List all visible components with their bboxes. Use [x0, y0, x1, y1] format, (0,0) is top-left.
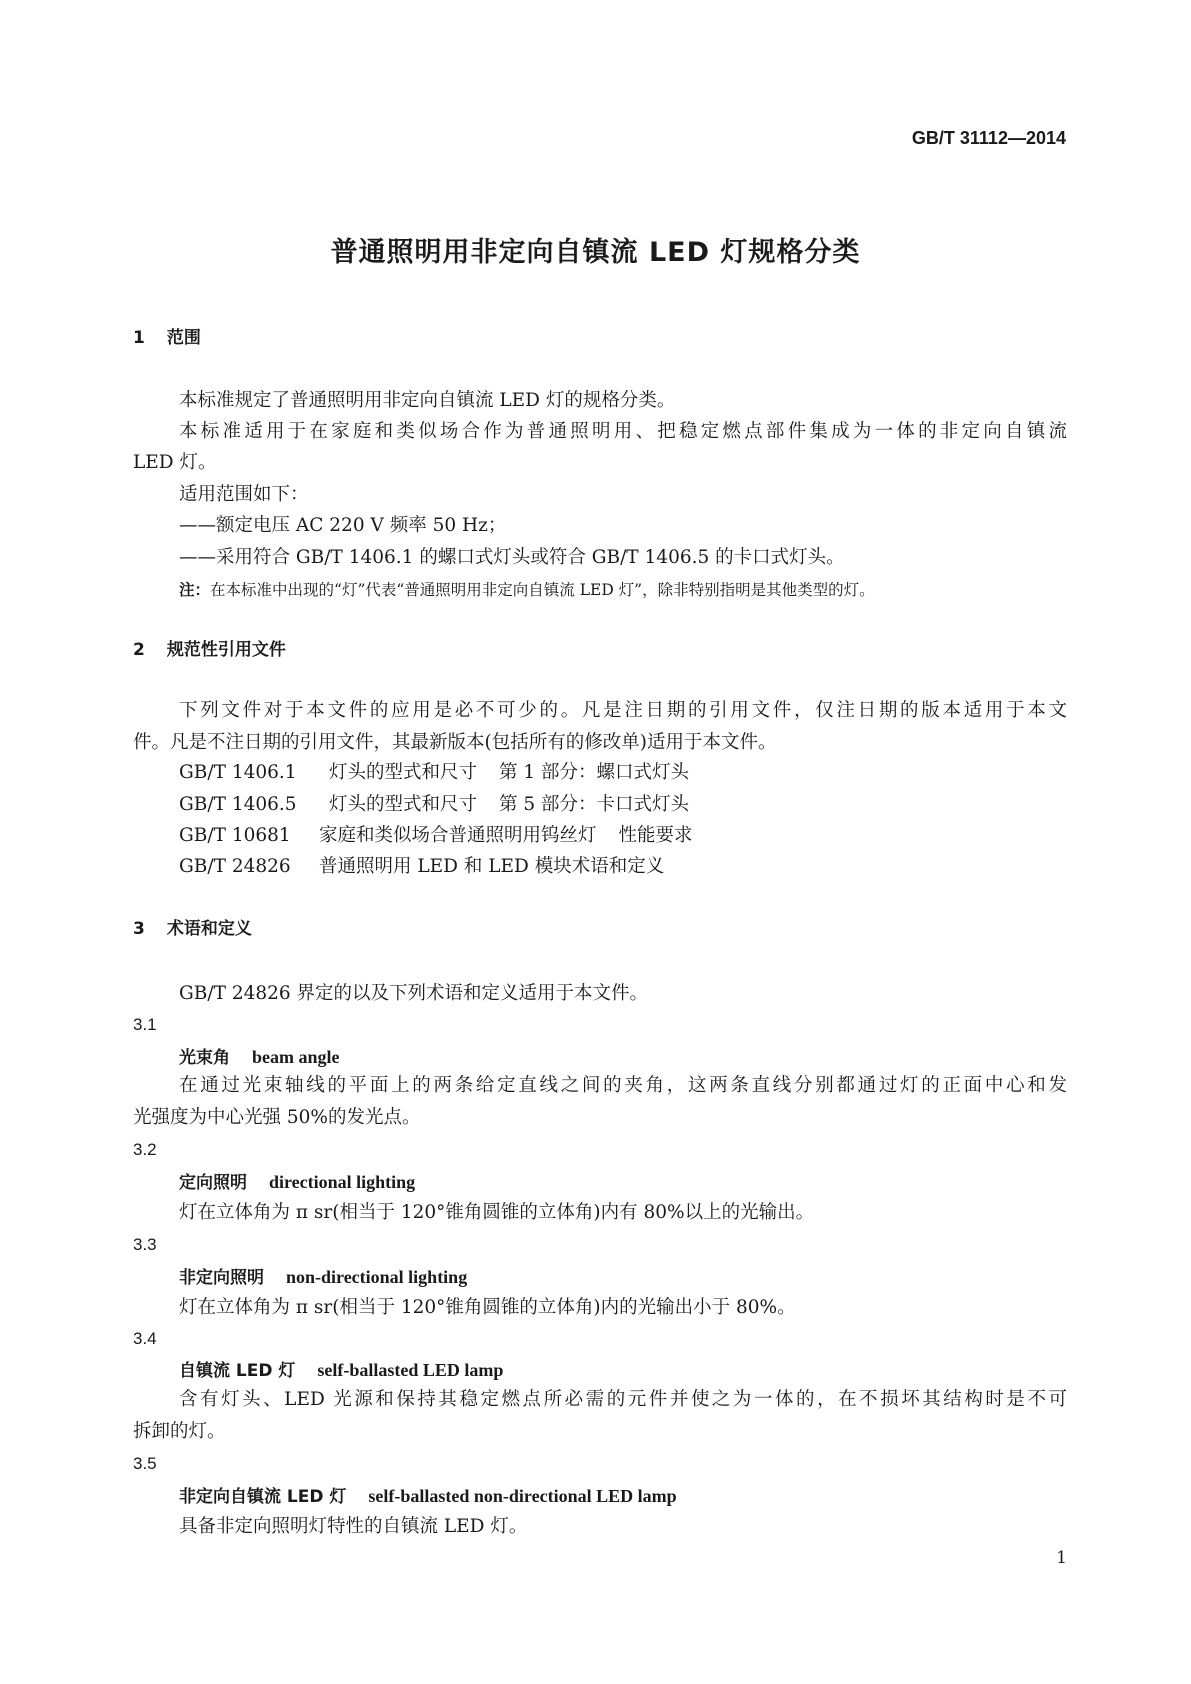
section-heading-scope [133, 326, 201, 350]
reference-title: 普通照明用 LED 和 LED 模块术语和定义 [319, 856, 665, 877]
paragraph-line: 件。凡是不注日期的引用文件，其最新版本(包括所有的修改单)适用于本文件。 [133, 732, 777, 753]
paragraph-line: 适用范围如下： [179, 484, 309, 505]
section-number: 3 [133, 919, 145, 939]
paragraph-line: 本标准适用于在家庭和类似场合作为普通照明用、把稳定燃点部件集成为一体的非定向自镇流 [179, 421, 1067, 442]
reference-item [179, 761, 689, 785]
term-heading [179, 1170, 415, 1195]
section-title: 规范性引用文件 [166, 640, 286, 660]
paragraph-line: 下列文件对于本文件的应用是必不可少的。凡是注日期的引用文件，仅注日期的版本适用于本文 [179, 700, 1067, 721]
paragraph-line: GB/T 24826 界定的以及下列术语和定义适用于本文件。 [179, 983, 649, 1004]
term-number: 3.2 [133, 1140, 157, 1159]
section-number: 1 [133, 328, 145, 348]
reference-item [179, 855, 664, 879]
definition-line: 含有灯头、LED 光源和保持其稳定燃点所必需的元件并使之为一体的，在不损坏其结构时是不可 [179, 1389, 1067, 1410]
term-zh: 非定向照明 [179, 1268, 264, 1288]
list-item: ——额定电压 AC 220 V 频率 50 Hz； [179, 515, 507, 536]
term-heading [179, 1045, 340, 1070]
list-item: ——采用符合 GB/T 1406.1 的螺口式灯头或符合 GB/T 1406.5 的卡口式灯头。 [179, 547, 845, 568]
reference-code: GB/T 1406.1 [179, 762, 297, 783]
reference-part: 性能要求 [618, 825, 693, 846]
reference-part: 第 5 部分：卡口式灯头 [499, 794, 690, 815]
reference-code: GB/T 10681 [179, 825, 291, 846]
paragraph-line: LED 灯。 [133, 452, 217, 473]
term-en: self-ballasted non-directional LED lamp [368, 1486, 677, 1506]
reference-item [179, 793, 689, 817]
reference-title: 灯头的型式和尺寸 [329, 762, 478, 783]
section-title: 术语和定义 [166, 919, 252, 939]
note-label: 注： [179, 581, 211, 599]
term-zh: 光束角 [179, 1048, 230, 1068]
standard-number: GB/T 31112—2014 [911, 128, 1066, 148]
term-zh: 自镇流 LED 灯 [179, 1361, 296, 1381]
term-en: beam angle [252, 1047, 340, 1067]
page-number: 1 [1056, 1548, 1067, 1568]
term-zh: 定向照明 [179, 1173, 247, 1193]
term-en: directional lighting [269, 1172, 416, 1192]
section-title: 范围 [166, 328, 201, 348]
reference-title: 家庭和类似场合普通照明用钨丝灯 [319, 825, 597, 846]
document-title: 普通照明用非定向自镇流 LED 灯规格分类 [330, 237, 861, 268]
term-number: 3.1 [133, 1015, 157, 1034]
term-en: non-directional lighting [286, 1267, 468, 1287]
definition-line: 光强度为中心光强 50%的发光点。 [133, 1107, 421, 1128]
term-heading [179, 1265, 467, 1290]
term-heading [179, 1358, 503, 1383]
definition-line: 拆卸的灯。 [133, 1421, 226, 1442]
note [179, 578, 875, 602]
term-number: 3.5 [133, 1454, 157, 1473]
reference-item [179, 824, 693, 848]
note-text: 在本标准中出现的“灯”代表“普通照明用非定向自镇流 LED 灯”，除非特别指明是其他类型的灯。 [210, 581, 875, 599]
section-number: 2 [133, 640, 145, 660]
reference-code: GB/T 24826 [179, 856, 291, 877]
term-heading [179, 1484, 677, 1509]
term-en: self-ballasted LED lamp [317, 1360, 504, 1380]
section-heading-normative-references [133, 638, 286, 662]
definition-line: 灯在立体角为 π sr(相当于 120°锥角圆锥的立体角)内的光输出小于 80%。 [179, 1297, 796, 1318]
definition-line: 具备非定向照明灯特性的自镇流 LED 灯。 [179, 1516, 528, 1537]
reference-title: 灯头的型式和尺寸 [329, 794, 478, 815]
definition-line: 在通过光束轴线的平面上的两条给定直线之间的夹角，这两条直线分别都通过灯的正面中心和发 [179, 1075, 1067, 1096]
definition-line: 灯在立体角为 π sr(相当于 120°锥角圆锥的立体角)内有 80%以上的光输出。 [179, 1202, 815, 1223]
term-number: 3.4 [133, 1329, 157, 1348]
reference-code: GB/T 1406.5 [179, 794, 297, 815]
paragraph-line: 本标准规定了普通照明用非定向自镇流 LED 灯的规格分类。 [179, 390, 676, 411]
term-number: 3.3 [133, 1235, 157, 1254]
reference-part: 第 1 部分：螺口式灯头 [499, 762, 690, 783]
section-heading-terms [133, 917, 252, 941]
term-zh: 非定向自镇流 LED 灯 [179, 1487, 347, 1507]
